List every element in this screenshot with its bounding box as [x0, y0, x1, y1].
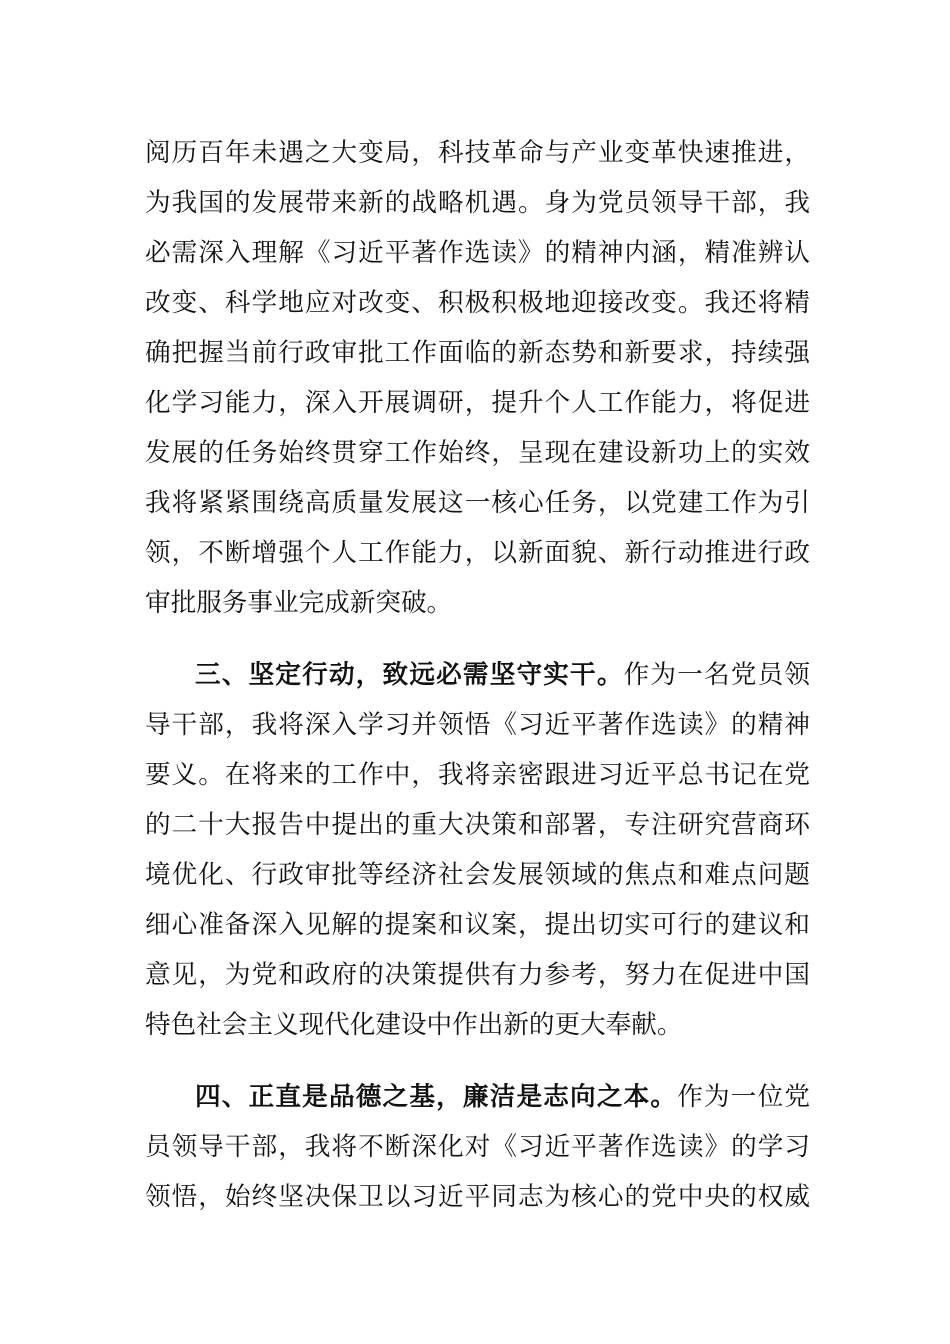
section-3-line-4: 的二十大报告中提出的重大决策和部署，专注研究营商环 [145, 810, 810, 840]
section-3-heading: 三、坚定行动，致远必需坚守实干。 [195, 660, 624, 690]
section-4-line-3: 领悟，始终坚决保卫以习近平同志为核心的党中央的权威 [145, 1182, 810, 1212]
section-4-first-line [195, 1077, 810, 1117]
section-3-line-8: 特色社会主义现代化建设中作出新的更大奉献。 [145, 1010, 683, 1040]
paragraph-1-line-2: 为我国的发展带来新的战略机遇。身为党员领导干部，我 [145, 188, 810, 218]
section-4-line-2: 员领导干部，我将不断深化对《习近平著作选读》的学习 [145, 1132, 810, 1162]
paragraph-1-line-4: 改变、科学地应对改变、积极积极地迎接改变。我还将精 [145, 288, 810, 318]
section-4-first-line-text: 作为一位党 [677, 1082, 810, 1112]
paragraph-1-line-1: 阅历百年未遇之大变局，科技革命与产业变革快速推进， [145, 138, 810, 168]
section-3-first-line [195, 655, 810, 695]
paragraph-1-line-5: 确把握当前行政审批工作面临的新态势和新要求，持续强 [145, 338, 810, 368]
section-3-line-5: 境优化、行政审批等经济社会发展领域的焦点和难点问题 [145, 860, 810, 890]
section-3-line-7: 意见，为党和政府的决策提供有力参考，努力在促进中国 [145, 960, 810, 990]
section-3-line-3: 要义。在将来的工作中，我将亲密跟进习近平总书记在党 [145, 760, 810, 790]
section-3-line-2: 导干部，我将深入学习并领悟《习近平著作选读》的精神 [145, 710, 810, 740]
paragraph-1-line-8: 我将紧紧围绕高质量发展这一核心任务，以党建工作为引 [145, 488, 810, 518]
paragraph-1-line-3: 必需深入理解《习近平著作选读》的精神内涵，精准辨认 [145, 238, 810, 268]
section-4-heading: 四、正直是品德之基，廉洁是志向之本。 [195, 1082, 678, 1112]
paragraph-1-line-6: 化学习能力，深入开展调研，提升个人工作能力，将促进 [145, 388, 810, 418]
paragraph-1-line-7: 发展的任务始终贯穿工作始终，呈现在建设新功上的实效 [145, 438, 810, 468]
section-3-first-line-text: 作为一名党员领 [623, 660, 810, 690]
section-3-line-6: 细心准备深入见解的提案和议案，提出切实可行的建议和 [145, 910, 810, 940]
paragraph-1-line-10: 审批服务事业完成新突破。 [145, 588, 453, 618]
paragraph-1-line-9: 领，不断增强个人工作能力，以新面貌、新行动推进行政 [145, 538, 810, 568]
